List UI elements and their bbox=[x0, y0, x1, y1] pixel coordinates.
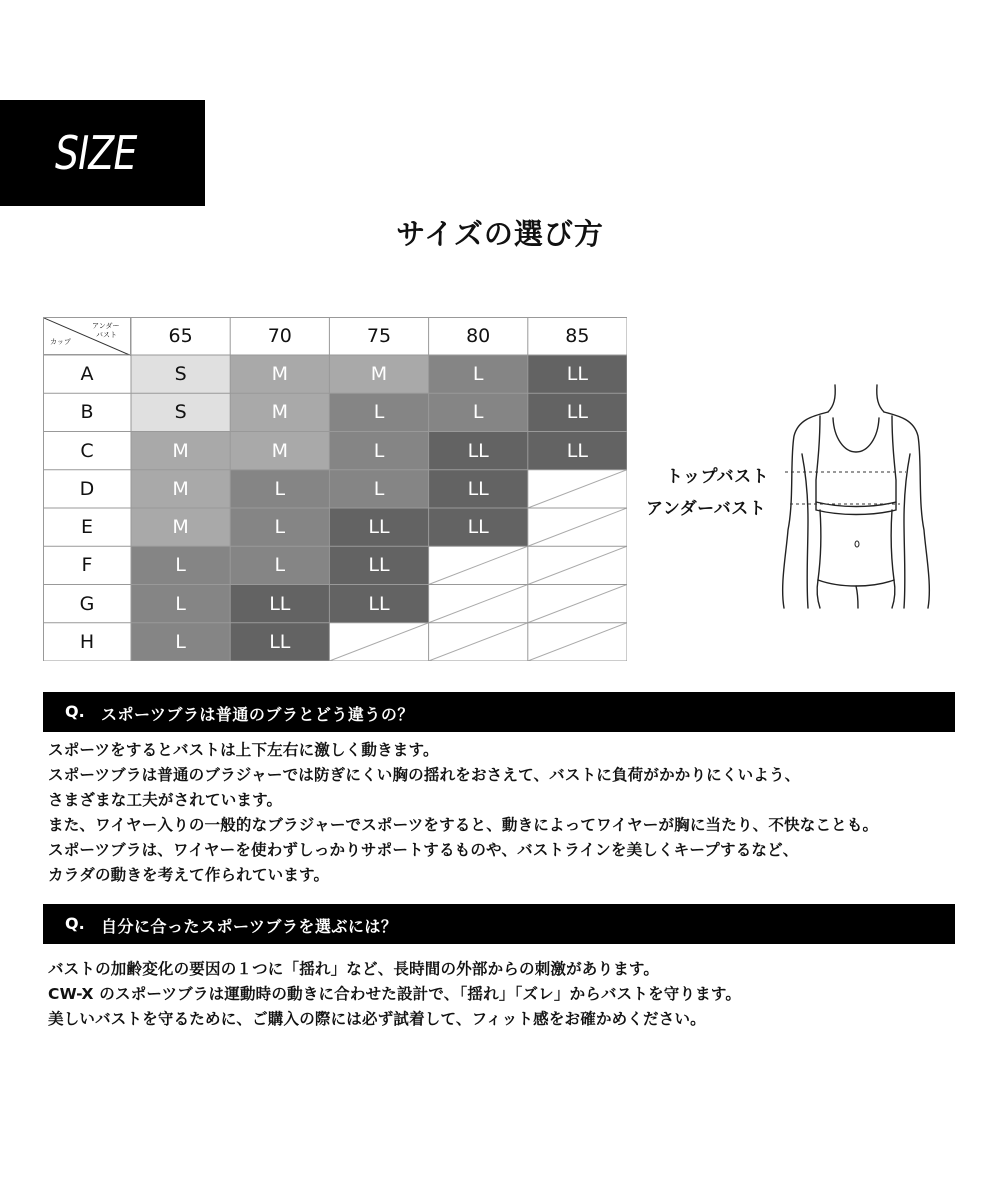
size-cell: L bbox=[131, 546, 230, 584]
page-title: サイズの選び方 bbox=[396, 217, 604, 251]
size-banner-label: SIZE bbox=[55, 126, 137, 180]
column-header-85: 85 bbox=[565, 325, 590, 347]
faq-answer-line: スポーツをするとバストは上下左右に激しく動きます。 bbox=[48, 741, 439, 759]
faq-answer-line: 美しいバストを守るために、ご購入の際には必ず試着して、フィット感をお確かめください。 bbox=[48, 1010, 706, 1028]
faq-q-mark: Q. bbox=[65, 702, 85, 721]
size-cell-empty bbox=[528, 546, 627, 584]
column-header-70: 70 bbox=[267, 325, 292, 347]
faq-answer-2 bbox=[48, 957, 960, 1032]
size-cell: S bbox=[131, 355, 230, 393]
size-cell-empty bbox=[429, 623, 528, 661]
size-cell: M bbox=[230, 432, 329, 470]
column-header-75: 75 bbox=[366, 325, 392, 347]
size-cell: M bbox=[131, 470, 230, 508]
bust-measurement-figure bbox=[630, 380, 970, 620]
row-header-A: A bbox=[80, 363, 94, 386]
size-cell-empty bbox=[429, 585, 528, 623]
size-cell-empty bbox=[329, 623, 428, 661]
faq-question-2 bbox=[43, 904, 955, 944]
size-cell: L bbox=[131, 585, 230, 623]
size-cell: M bbox=[131, 432, 230, 470]
corner-col-label-1: アンダー bbox=[92, 322, 120, 330]
size-cell: LL bbox=[528, 355, 627, 393]
size-cell: LL bbox=[329, 546, 428, 584]
faq-question-text: スポーツブラは普通のブラとどう違うの？ bbox=[101, 705, 414, 724]
size-banner bbox=[0, 100, 205, 206]
faq-answer-1 bbox=[48, 738, 960, 888]
size-cell-empty bbox=[429, 546, 528, 584]
faq-answer-line: さまざまな工夫がされています。 bbox=[48, 791, 283, 809]
row-header-E: E bbox=[80, 516, 93, 539]
size-cell: L bbox=[329, 432, 428, 470]
size-cell-empty bbox=[528, 585, 627, 623]
size-cell: LL bbox=[329, 585, 428, 623]
size-cell: LL bbox=[329, 508, 428, 546]
row-header-H: H bbox=[79, 630, 95, 653]
faq-answer-line: スポーツブラは、ワイヤーを使わずしっかりサポートするものや、バストラインを美しくキープするなど、 bbox=[48, 841, 799, 859]
corner-col-label-2: バスト bbox=[96, 331, 117, 339]
faq-q-mark: Q. bbox=[65, 914, 85, 933]
column-header-65: 65 bbox=[168, 325, 193, 347]
faq-answer-line: CW-X のスポーツブラは運動時の動きに合わせた設計で、「揺れ」「ズレ」からバストを守ります。 bbox=[48, 985, 742, 1003]
row-header-G: G bbox=[79, 592, 95, 615]
column-header-80: 80 bbox=[466, 325, 491, 347]
corner-row-label: カップ bbox=[50, 338, 71, 346]
size-cell-empty bbox=[528, 470, 627, 508]
faq-answer-line: カラダの動きを考えて作られています。 bbox=[48, 866, 330, 884]
faq-question-text: 自分に合ったスポーツブラを選ぶには？ bbox=[101, 917, 398, 936]
faq-answer-line: バストの加齢変化の要因の１つに「揺れ」など、長時間の外部からの刺激があります。 bbox=[48, 960, 660, 978]
size-cell: L bbox=[131, 623, 230, 661]
table-corner-cell bbox=[43, 317, 131, 355]
faq-answer-line: スポーツブラは普通のブラジャーでは防ぎにくい胸の揺れをおさえて、バストに負荷がかかりにくいよう、 bbox=[48, 766, 801, 784]
size-cell: M bbox=[131, 508, 230, 546]
size-cell: L bbox=[429, 393, 528, 431]
row-header-C: C bbox=[80, 439, 94, 462]
size-cell: LL bbox=[429, 508, 528, 546]
size-cell-empty bbox=[528, 623, 627, 661]
faq-answer-line: また、ワイヤー入りの一般的なブラジャーでスポーツをすると、動きによってワイヤーが胸に当たり、不快なことも。 bbox=[48, 816, 879, 834]
size-cell-empty bbox=[528, 508, 627, 546]
size-cell: LL bbox=[429, 470, 528, 508]
row-header-F: F bbox=[81, 554, 93, 577]
row-header-B: B bbox=[80, 401, 94, 424]
size-cell: L bbox=[230, 546, 329, 584]
size-cell: L bbox=[329, 393, 428, 431]
size-cell: L bbox=[429, 355, 528, 393]
size-chart-table bbox=[43, 317, 627, 661]
row-header-D: D bbox=[79, 477, 95, 500]
size-cell: LL bbox=[429, 432, 528, 470]
size-cell: LL bbox=[230, 585, 329, 623]
size-cell: LL bbox=[528, 432, 627, 470]
size-cell: M bbox=[329, 355, 428, 393]
size-cell: L bbox=[329, 470, 428, 508]
top-bust-label: トップバスト bbox=[666, 467, 770, 487]
size-cell: LL bbox=[528, 393, 627, 431]
size-cell: S bbox=[131, 393, 230, 431]
size-cell: L bbox=[230, 470, 329, 508]
size-cell: L bbox=[230, 508, 329, 546]
size-cell: M bbox=[230, 355, 329, 393]
faq-question-1 bbox=[43, 692, 955, 732]
under-bust-label: アンダーバスト bbox=[646, 499, 767, 519]
size-cell: LL bbox=[230, 623, 329, 661]
size-cell: M bbox=[230, 393, 329, 431]
